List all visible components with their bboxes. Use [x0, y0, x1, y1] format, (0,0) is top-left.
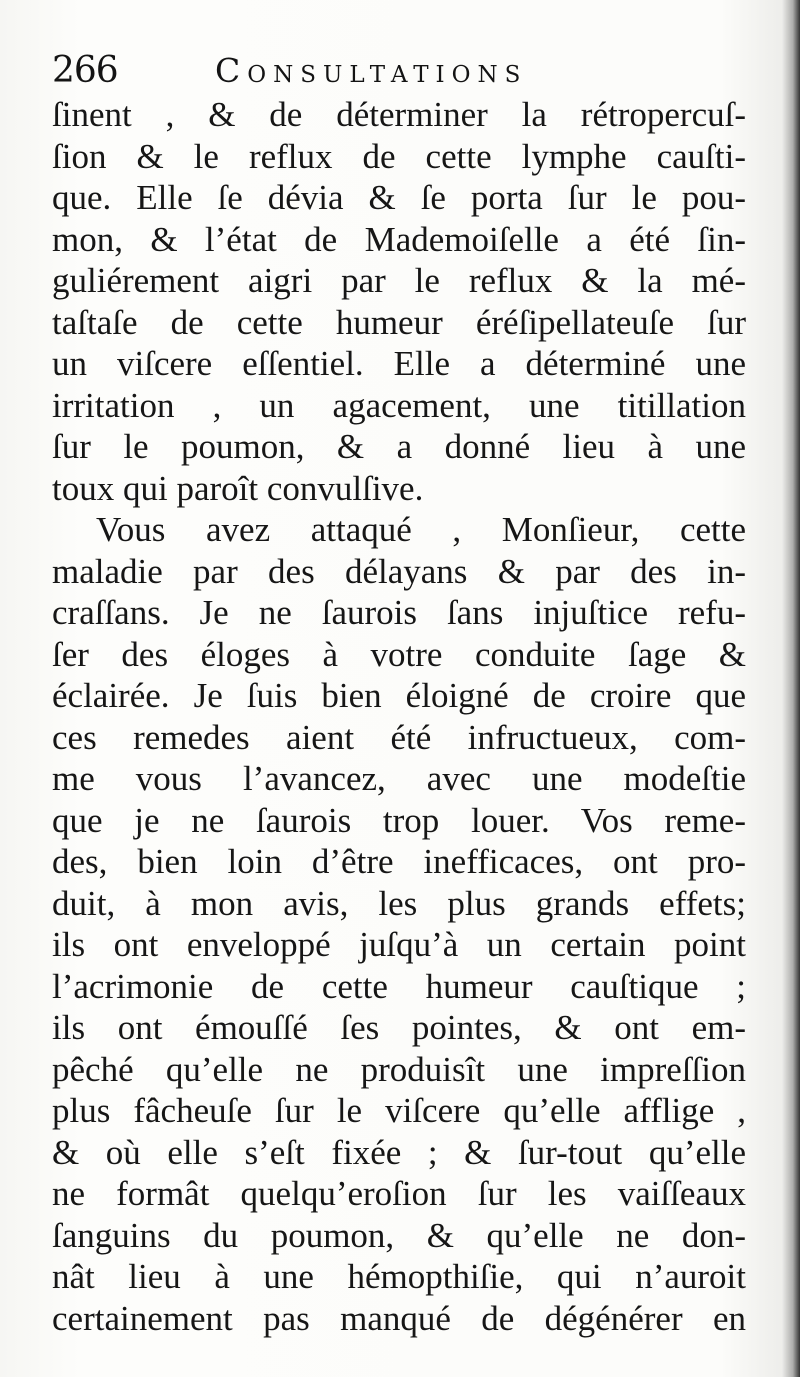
- text-line: un viſcere eſſentiel. Elle a déterminé une: [52, 344, 746, 383]
- text-line: ſanguins du poumon, & qu’elle ne don-: [52, 1215, 746, 1255]
- text-line: craſſans. Je ne ſaurois ſans injuſtice refu-: [52, 593, 746, 632]
- text-line: ces remedes aient été infructueux, com-: [52, 717, 746, 757]
- text-line: ſer des éloges à votre conduite ſage &: [52, 634, 746, 674]
- text-line: me vous l’avancez, avec une modeſtie: [52, 759, 746, 798]
- page-header: [52, 46, 752, 96]
- text-line: que je ne ſaurois trop louer. Vos reme-: [52, 800, 746, 840]
- body-text: [52, 94, 746, 1339]
- text-line: duit, à mon avis, les plus grands effets;: [52, 883, 746, 923]
- text-line: éclairée. Je ſuis bien éloigné de croire que: [52, 676, 746, 715]
- text-line: Vous avez attaqué , Monſieur, cette: [96, 510, 746, 549]
- text-line: que. Elle ſe dévia & ſe porta ſur le pou-: [52, 178, 746, 217]
- text-line: taſtaſe de cette humeur éréſipellateuſe ſur: [52, 302, 746, 342]
- text-line: pêché qu’elle ne produisît une impreſſion: [52, 1049, 746, 1089]
- page-edge-shadow: [782, 0, 800, 1377]
- text-line: plus fâcheuſe ſur le viſcere qu’elle afflige ,: [52, 1091, 746, 1130]
- text-line: ne formât quelqu’eroſion ſur les vaiſſeaux: [52, 1174, 746, 1213]
- text-line: nât lieu à une hémopthiſie, qui n’auroit: [52, 1257, 746, 1296]
- text-line: irritation , un agacement, une titillation: [52, 385, 746, 425]
- text-line: guliérement aigri par le reflux & la mé-: [52, 261, 746, 300]
- text-line: mon, & l’état de Mademoiſelle a été ſin-: [52, 219, 746, 259]
- text-line: ſinent , & de déterminer la rétropercuſ-: [52, 95, 746, 134]
- text-line: des, bien loin d’être inefficaces, ont pro-: [52, 842, 746, 881]
- text-line: maladie par des délayans & par des in-: [52, 551, 746, 591]
- text-line: toux qui paroît convulſive.: [52, 468, 424, 508]
- running-head: Consultations: [215, 51, 528, 90]
- text-line: certainement pas manqué de dégénérer en: [52, 1298, 746, 1338]
- text-line: ils ont enveloppé juſqu’à un certain point: [52, 925, 746, 964]
- text-line: l’acrimonie de cette humeur cauſtique ;: [52, 966, 746, 1006]
- text-line: ſion & le reflux de cette lymphe cauſti-: [52, 136, 746, 176]
- text-line: ſur le poumon, & a donné lieu à une: [52, 427, 746, 466]
- text-line: & où elle s’eſt fixée ; & ſur-tout qu’elle: [52, 1132, 746, 1172]
- page-number: 266: [52, 50, 118, 91]
- text-line: ils ont émouſſé ſes pointes, & ont em-: [52, 1008, 746, 1047]
